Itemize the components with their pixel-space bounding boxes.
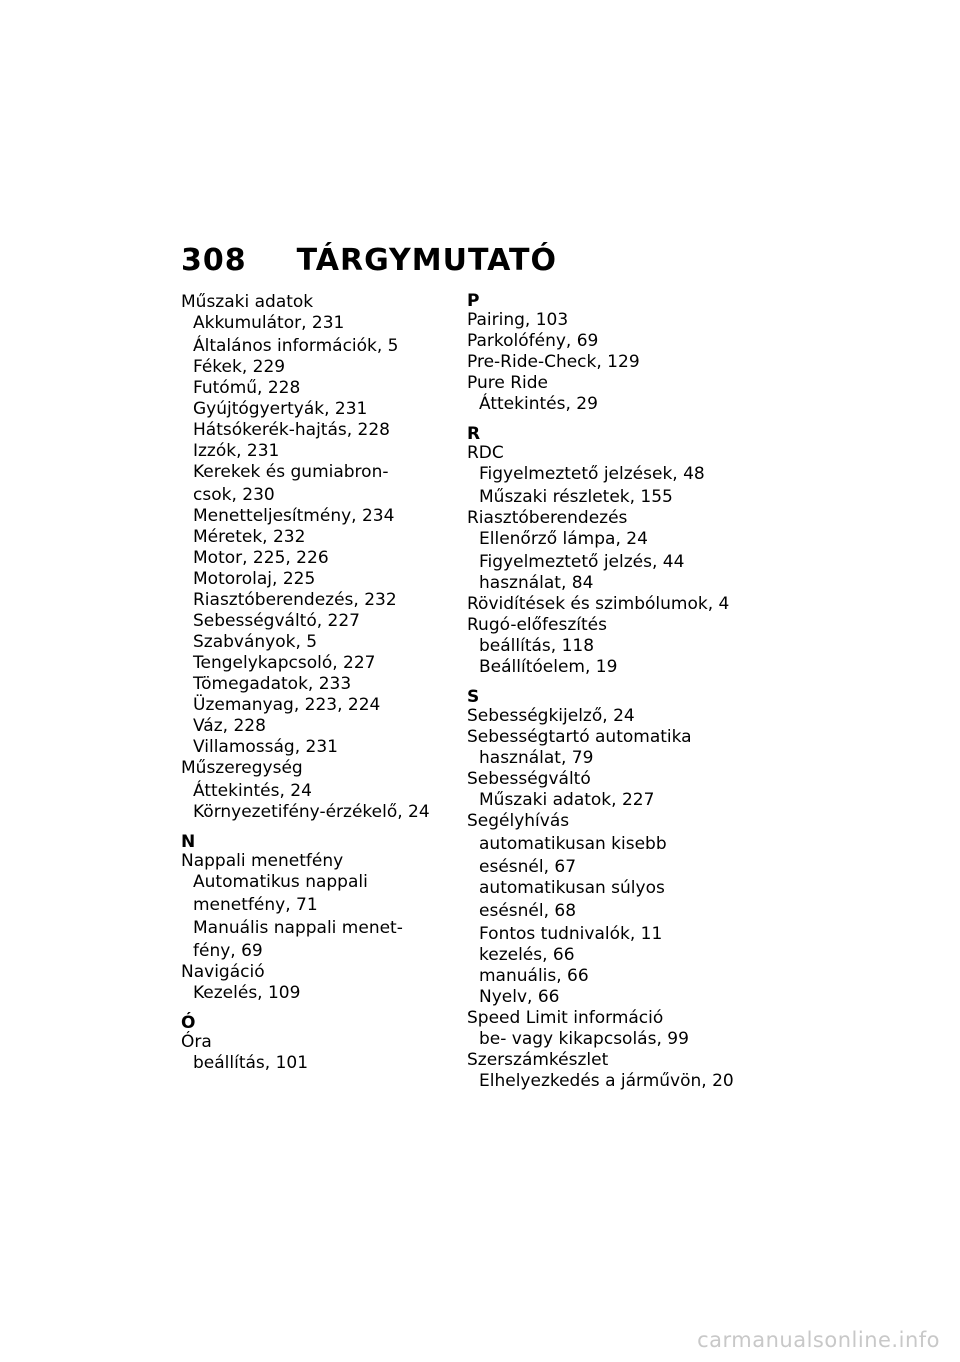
index-subentry: csok, 230 bbox=[193, 485, 275, 505]
index-subentry: Tengelykapcsoló, 227 bbox=[193, 653, 376, 673]
index-subentry: Környezetifény-érzékelő, 24 bbox=[193, 802, 430, 822]
index-subentry: Tömegadatok, 233 bbox=[193, 674, 352, 694]
watermark: carmanualsonline.info bbox=[697, 1328, 940, 1352]
index-subentry: Figyelmeztető jelzések, 48 bbox=[479, 464, 705, 484]
index-subentry: manuális, 66 bbox=[479, 966, 589, 986]
index-subentry: kezelés, 66 bbox=[479, 945, 575, 965]
index-subentry: esésnél, 68 bbox=[479, 901, 577, 921]
index-entry: Sebességtartó automatika bbox=[467, 727, 692, 747]
index-letter-heading: R bbox=[467, 424, 481, 444]
index-entry: Műszeregység bbox=[181, 758, 303, 778]
index-entry: Szerszámkészlet bbox=[467, 1050, 609, 1070]
index-subentry: Manuális nappali menet- bbox=[193, 918, 403, 938]
index-subentry: Kezelés, 109 bbox=[193, 983, 301, 1003]
index-subentry: Motor, 225, 226 bbox=[193, 548, 329, 568]
index-subentry: beállítás, 101 bbox=[193, 1053, 309, 1073]
index-subentry: Műszaki adatok, 227 bbox=[479, 790, 655, 810]
page-number: 308 bbox=[181, 243, 247, 278]
index-subentry: Sebességváltó, 227 bbox=[193, 611, 360, 631]
index-entry: Segélyhívás bbox=[467, 811, 570, 831]
index-entry: Pure Ride bbox=[467, 373, 548, 393]
index-subentry: beállítás, 118 bbox=[479, 636, 595, 656]
index-entry: Sebességkijelző, 24 bbox=[467, 706, 635, 726]
index-subentry: Áttekintés, 29 bbox=[479, 394, 598, 414]
page-title: TÁRGYMUTATÓ bbox=[296, 243, 557, 278]
index-entry: Műszaki adatok bbox=[181, 292, 314, 312]
index-entry: Navigáció bbox=[181, 962, 265, 982]
index-entry: Parkolófény, 69 bbox=[467, 331, 599, 351]
index-subentry: Automatikus nappali bbox=[193, 872, 368, 892]
index-subentry: Méretek, 232 bbox=[193, 527, 306, 547]
index-entry: Riasztóberendezés bbox=[467, 508, 628, 528]
index-subentry: Ellenőrző lámpa, 24 bbox=[479, 529, 648, 549]
index-entry: Rugó-előfeszítés bbox=[467, 615, 607, 635]
index-subentry: menetfény, 71 bbox=[193, 895, 318, 915]
index-entry: RDC bbox=[467, 443, 504, 463]
index-subentry: Elhelyezkedés a járművön, 20 bbox=[479, 1071, 734, 1091]
index-entry: Óra bbox=[181, 1032, 212, 1052]
index-subentry: Akkumulátor, 231 bbox=[193, 313, 345, 333]
index-entry: Rövidítések és szimbólumok, 4 bbox=[467, 594, 730, 614]
index-entry: Nappali menetfény bbox=[181, 851, 344, 871]
index-subentry: Gyújtógyertyák, 231 bbox=[193, 399, 368, 419]
index-subentry: be- vagy kikapcsolás, 99 bbox=[479, 1029, 689, 1049]
index-subentry: fény, 69 bbox=[193, 941, 263, 961]
index-subentry: használat, 84 bbox=[479, 573, 594, 593]
index-subentry: Üzemanyag, 223, 224 bbox=[193, 695, 381, 715]
index-subentry: használat, 79 bbox=[479, 748, 594, 768]
index-column-left bbox=[181, 292, 471, 1074]
page-header bbox=[181, 243, 557, 279]
index-subentry: Villamosság, 231 bbox=[193, 737, 338, 757]
index-subentry: Általános információk, 5 bbox=[193, 336, 399, 356]
index-column-right bbox=[467, 292, 757, 1092]
index-subentry: Figyelmeztető jelzés, 44 bbox=[479, 552, 685, 572]
index-subentry: esésnél, 67 bbox=[479, 857, 577, 877]
index-letter-heading: P bbox=[467, 291, 480, 311]
index-subentry: automatikusan súlyos bbox=[479, 878, 665, 898]
index-subentry: Áttekintés, 24 bbox=[193, 781, 312, 801]
index-letter-heading: N bbox=[181, 832, 196, 852]
index-letter-heading: Ó bbox=[181, 1013, 196, 1033]
index-letter-heading: S bbox=[467, 687, 480, 707]
index-subentry: Fékek, 229 bbox=[193, 357, 286, 377]
index-subentry: Riasztóberendezés, 232 bbox=[193, 590, 397, 610]
index-subentry: Szabványok, 5 bbox=[193, 632, 318, 652]
index-subentry: Beállítóelem, 19 bbox=[479, 657, 618, 677]
index-entry: Sebességváltó bbox=[467, 769, 591, 789]
index-subentry: Menetteljesítmény, 234 bbox=[193, 506, 395, 526]
index-subentry: Izzók, 231 bbox=[193, 441, 280, 461]
index-subentry: Kerekek és gumiabron- bbox=[193, 462, 389, 482]
index-entry: Pre-Ride-Check, 129 bbox=[467, 352, 640, 372]
index-subentry: Fontos tudnivalók, 11 bbox=[479, 924, 663, 944]
index-subentry: automatikusan kisebb bbox=[479, 834, 667, 854]
index-entry: Pairing, 103 bbox=[467, 310, 569, 330]
index-subentry: Váz, 228 bbox=[193, 716, 266, 736]
index-subentry: Motorolaj, 225 bbox=[193, 569, 316, 589]
index-subentry: Műszaki részletek, 155 bbox=[479, 487, 673, 507]
index-entry: Speed Limit információ bbox=[467, 1008, 664, 1028]
index-subentry: Nyelv, 66 bbox=[479, 987, 560, 1007]
index-subentry: Hátsókerék-hajtás, 228 bbox=[193, 420, 390, 440]
index-subentry: Futómű, 228 bbox=[193, 378, 301, 398]
